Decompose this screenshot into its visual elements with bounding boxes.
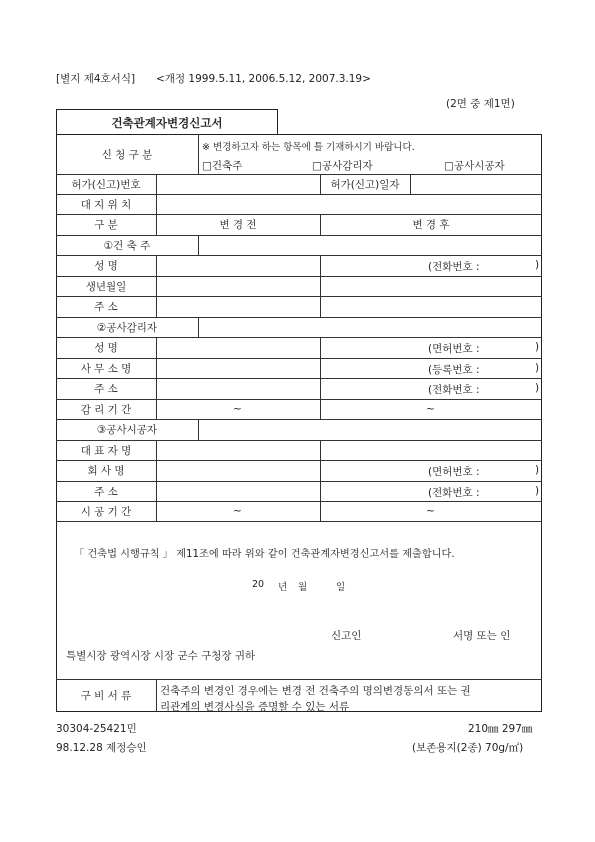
form-code: 30304-25421민 <box>56 723 137 735</box>
application-type-label: 신 청 구 분 <box>101 148 153 161</box>
supervisor-address-label: 주 소 <box>94 383 118 395</box>
owner-phone-note: (전화번호 : <box>428 261 480 273</box>
contractor-phone-note: (전화번호 : <box>428 487 480 499</box>
permit-date-field[interactable] <box>414 174 538 194</box>
signature-label: 서명 또는 인 <box>453 630 511 642</box>
permit-number-field[interactable] <box>160 174 316 194</box>
supervisor-period-label: 감 리 기 간 <box>80 403 132 416</box>
contractor-phone-close: ) <box>535 485 540 497</box>
date-month: 월 <box>298 582 308 593</box>
supervisor-reg-note: (등록번호 : <box>428 364 480 376</box>
contractor-period-label: 시 공 기 간 <box>80 505 132 518</box>
required-documents-label: 구 비 서 류 <box>80 690 132 702</box>
contractor-rep-label: 대 표 자 명 <box>80 444 132 457</box>
site-location-field[interactable] <box>160 194 538 214</box>
date-prefix: 20 <box>252 579 265 590</box>
supervisor-name-label: 성 명 <box>94 342 118 354</box>
supervisor-phone-close: ) <box>535 382 540 394</box>
supervisor-license-close: ) <box>535 341 540 353</box>
addressee: 특별시장 광역시장 시장 군수 구청장 귀하 <box>66 650 256 662</box>
owner-birth-label: 생년월일 <box>85 280 127 293</box>
permit-number-label: 허가(신고)번호 <box>71 178 141 191</box>
checkbox-supervisor[interactable]: □공사감리자 <box>312 160 373 172</box>
required-documents-line1: 건축주의 변경인 경우에는 변경 전 건축주의 명의변경동의서 또는 권 <box>160 685 471 697</box>
column-before-header: 변 경 전 <box>219 219 257 231</box>
contractor-company-label: 회 사 명 <box>87 465 125 477</box>
approval-date: 98.12.28 제정승인 <box>56 742 147 754</box>
contractor-address-label: 주 소 <box>94 485 118 498</box>
owner-section-heading: ①건 축 주 <box>103 239 151 252</box>
submission-statement: 「 건축법 시행규칙 」 제11조에 따라 위와 같이 건축관계자변경신고서를 제출합니다. <box>74 549 455 560</box>
column-kind-header: 구 분 <box>94 219 118 231</box>
supervisor-period-before-tilde: ~ <box>233 403 242 415</box>
supervisor-license-note: (면허번호 : <box>428 343 480 355</box>
reporter-label: 신고인 <box>331 630 362 642</box>
contractor-period-after-tilde: ~ <box>426 505 435 517</box>
form-title: 건축관계자변경신고서 <box>56 109 278 135</box>
supervisor-period-after-tilde: ~ <box>426 403 435 415</box>
owner-phone-close: ) <box>535 259 540 271</box>
paper-size: 210㎜ 297㎜ <box>468 723 533 735</box>
date-day: 일 <box>336 582 346 593</box>
contractor-section-heading: ③공사시공자 <box>96 424 158 436</box>
page-indicator: (2면 중 제1면) <box>446 98 515 110</box>
owner-address-label: 주 소 <box>94 301 118 313</box>
column-after-header: 변 경 후 <box>412 219 450 231</box>
application-type-note: ※ 변경하고자 하는 항목에 틀 기재하시기 바랍니다. <box>202 142 415 153</box>
contractor-license-close: ) <box>535 464 540 476</box>
supervisor-section-heading: ②공사감리자 <box>96 321 158 334</box>
required-documents-line2: 리관계의 변경사실을 증명할 수 있는 서류 <box>160 701 350 713</box>
supervisor-phone-note: (전화번호 : <box>428 384 480 396</box>
owner-name-label: 성 명 <box>94 260 118 272</box>
date-year: 년 <box>278 582 288 593</box>
supervisor-office-label: 사 무 소 명 <box>80 362 132 375</box>
supervisor-reg-close: ) <box>535 362 540 374</box>
revision-history: <개정 1999.5.11, 2006.5.12, 2007.3.19> <box>156 73 371 85</box>
paper-type: (보존용지(2종) 70g/㎡) <box>412 742 524 754</box>
site-location-label: 대 지 위 치 <box>80 198 132 211</box>
checkbox-contractor[interactable]: □공사시공자 <box>444 160 505 172</box>
contractor-period-before-tilde: ~ <box>233 505 242 517</box>
contractor-license-note: (면허번호 : <box>428 466 480 478</box>
form-number: [별지 제4호서식] <box>56 73 136 85</box>
permit-date-label: 허가(신고)일자 <box>330 178 400 191</box>
checkbox-owner[interactable]: □건축주 <box>202 160 243 172</box>
